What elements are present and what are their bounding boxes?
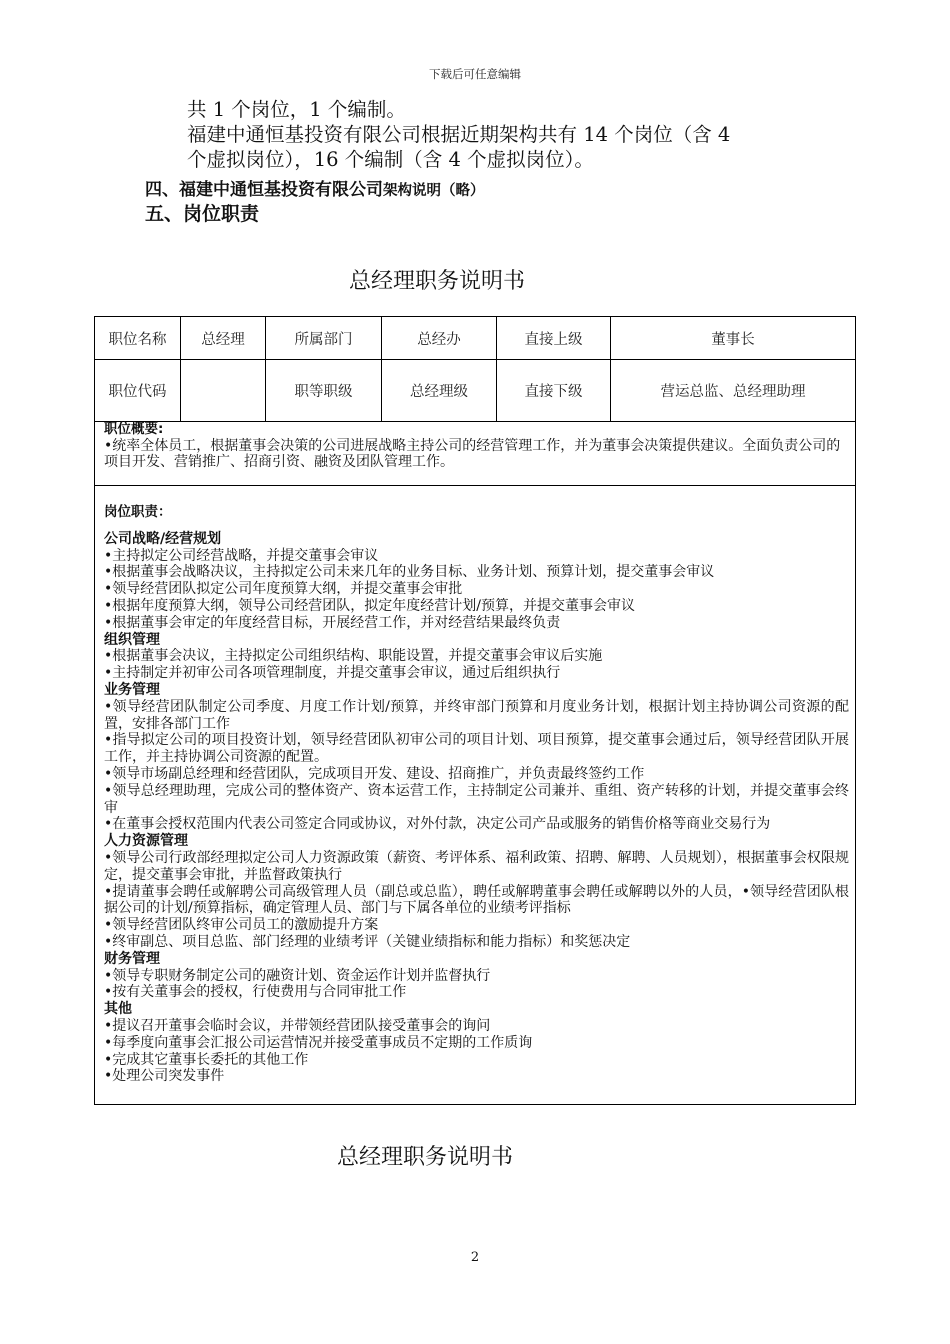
- intro-line: 福建中通恒基投资有限公司根据近期架构共有 14 个岗位（含 4: [187, 123, 731, 146]
- list-item: •领导专职财务制定公司的融资计划、资金运作计划并监督执行: [104, 967, 491, 984]
- job-description-table: [94, 316, 856, 1105]
- intro-paragraph: [187, 97, 827, 172]
- page-header: 下载后可任意编辑: [429, 67, 521, 81]
- summary-text: •统率全体员工，根据董事会决策的公司进展战略主持公司的经营管理工作，并为董事会决策提供建议。全面负责公司的项目开发、营销推广、招商引资、融资及团队管理工作。: [104, 437, 841, 470]
- intro-line: 个虚拟岗位），16 个编制（含 4 个虚拟岗位）。: [187, 148, 594, 171]
- doc-title: 总经理职务说明书: [348, 269, 525, 294]
- list-item: •领导经营团队终审公司员工的激励提升方案: [104, 917, 379, 934]
- section-title: 组织管理: [104, 631, 160, 648]
- list-item: •领导经营团队拟定公司年度预算大纲，并提交董事会审批: [104, 581, 463, 598]
- duties-label: 岗位职责：: [104, 504, 172, 520]
- list-item: •根据年度预算大纲，领导公司经营团队，拟定年度经营计划/预算，并提交董事会审议: [104, 597, 635, 614]
- list-item: •提议召开董事会临时会议，并带领经营团队接受董事会的询问: [104, 1017, 491, 1034]
- list-item: •根据董事会决议，主持拟定公司组织结构、职能设置，并提交董事会审议后实施: [104, 648, 603, 665]
- duties-list: [104, 504, 849, 1085]
- page-number: 2: [470, 1250, 480, 1265]
- list-item: •完成其它董事长委托的其他工作: [104, 1051, 309, 1068]
- cell-grade-value: 总经理级: [410, 384, 468, 400]
- section-4-heading: [145, 175, 485, 200]
- cell-position-name-label: 职位名称: [108, 331, 167, 348]
- list-item: •提请董事会聘任或解聘公司高级管理人员（副总或总监），聘任或解聘董事会聘任或解聘以外的人员，•领导经营团队根据公司的计划/预算指标，确定管理人员、部门与下属各单位的业绩考评指标: [104, 883, 849, 917]
- section-title: 其他: [104, 1001, 132, 1018]
- section-title: 公司战略/经营规划: [104, 530, 222, 547]
- list-item: •领导经营团队制定公司季度、月度工作计划/预算，并终审部门预算和月度业务计划，根据计划主持协调公司资源的配置，安排各部门工作: [104, 698, 849, 732]
- list-item: •领导公司行政部经理拟定公司人力资源政策（薪资、考评体系、福利政策、招聘、解聘、人员规划），根据董事会权限规定，提交董事会审批，并监督政策执行: [104, 849, 849, 883]
- cell-department-label: 所属部门: [294, 331, 353, 348]
- cell-position-name-value: 总经理: [201, 331, 245, 348]
- section-title: 业务管理: [104, 681, 160, 698]
- cell-superior-value: 董事长: [711, 331, 755, 348]
- list-item: •根据董事会审定的年度经营目标，开展经营工作，并对经营结果最终负责: [104, 614, 561, 631]
- cell-department-value: 总经办: [417, 331, 461, 348]
- section-5-heading: 五、岗位职责: [145, 203, 260, 225]
- doc-title-2: 总经理职务说明书: [336, 1145, 513, 1170]
- cell-superior-label: 直接上级: [524, 331, 583, 348]
- section-4-heading-main: 四、福建中通恒基投资有限公司: [145, 180, 383, 200]
- section-4-heading-sub: 架构说明（略）: [383, 183, 485, 199]
- list-item: •按有关董事会的授权，行使费用与合同审批工作: [104, 984, 407, 1001]
- cell-position-code-value: [181, 360, 265, 421]
- summary-label: 职位概要:: [104, 421, 164, 437]
- cell-subordinate-label: 直接下级: [524, 384, 583, 400]
- list-item: •每季度向董事会汇报公司运营情况并接受董事成员不定期的工作质询: [104, 1034, 533, 1051]
- position-summary: [104, 421, 849, 471]
- list-item: •领导总经理助理，完成公司的整体资产、资本运营工作，主持制定公司兼并、重组、资产转移的计划，并提交董事会终审: [104, 782, 849, 816]
- list-item: •根据董事会战略决议，主持拟定公司未来几年的业务目标、业务计划、预算计划，提交董事会审议: [104, 564, 715, 581]
- list-item: •处理公司突发事件: [104, 1068, 225, 1085]
- cell-subordinate-value: 营运总监、总经理助理: [660, 384, 806, 400]
- list-item: •指导拟定公司的项目投资计划，领导经营团队初审公司的项目计划、项目预算，提交董事会通过后，领导经营团队开展工作，并主持协调公司资源的配置。: [104, 732, 849, 766]
- intro-line: 共 1 个岗位，1 个编制。: [187, 98, 406, 121]
- list-item: •终审副总、项目总监、部门经理的业绩考评（关键业绩指标和能力指标）和奖惩决定: [104, 933, 631, 950]
- section-title: 财务管理: [104, 950, 160, 967]
- cell-grade-label: 职等职级: [294, 384, 353, 400]
- cell-position-code-label: 职位代码: [108, 384, 167, 400]
- section-title: 人力资源管理: [104, 833, 188, 850]
- list-item: •主持制定并初审公司各项管理制度，并提交董事会审议，通过后组织执行: [104, 665, 561, 682]
- list-item: •主持拟定公司经营战略，并提交董事会审议: [104, 547, 379, 564]
- list-item: •在董事会授权范围内代表公司签定合同或协议，对外付款，决定公司产品或服务的销售价格等商业交易行为: [104, 816, 771, 833]
- list-item: •领导市场副总经理和经营团队，完成项目开发、建设、招商推广，并负责最终签约工作: [104, 765, 645, 782]
